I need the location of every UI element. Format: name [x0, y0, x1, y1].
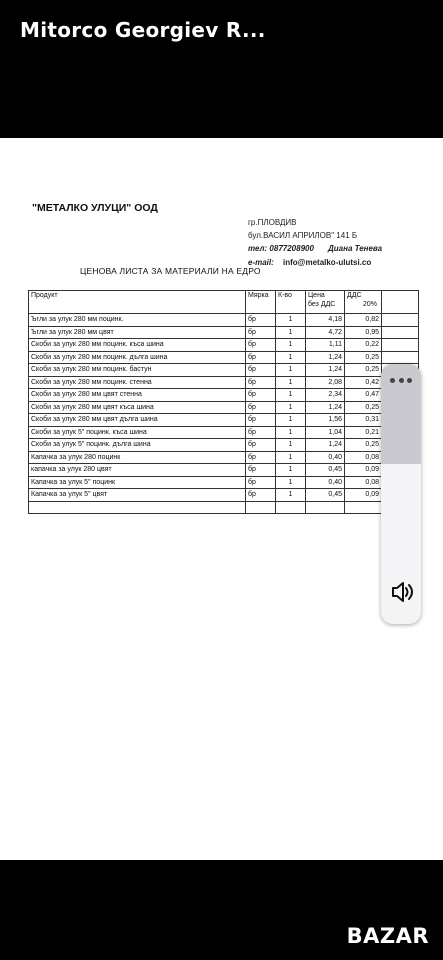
cell-name: Капачка за улук 5" поцинк [29, 476, 246, 489]
cell-price: 1,24 [306, 401, 345, 414]
cell-vat: 0,09 [345, 464, 382, 477]
cell-price: 4,72 [306, 326, 345, 339]
cell-vat [345, 501, 382, 514]
cell-vat: 0,22 [345, 339, 382, 352]
cell-qty: 1 [276, 464, 306, 477]
cell-unit: бр [246, 451, 276, 464]
cell-vat: 0,82 [345, 314, 382, 327]
cell-price: 1,11 [306, 339, 345, 352]
cell-unit: бр [246, 389, 276, 402]
city: гр.ПЛОВДИВ [248, 218, 297, 227]
cell-qty: 1 [276, 414, 306, 427]
cell-vat: 0,25 [345, 439, 382, 452]
price-table [28, 290, 419, 514]
col-product-label: Продукт [31, 292, 58, 299]
more-dots-icon[interactable] [390, 378, 412, 383]
cell-unit: бр [246, 464, 276, 477]
cell-total [382, 339, 419, 352]
company-name: "МЕТАЛКО УЛУЦИ" ООД [32, 202, 158, 214]
cell-unit: бр [246, 426, 276, 439]
address: бул.ВАСИЛ АПРИЛОВ" 141 Б [248, 231, 358, 240]
cell-total [382, 326, 419, 339]
email-label: e-mail: [248, 258, 274, 267]
col-price-sub: без ДДС [308, 301, 336, 308]
cell-vat: 0,08 [345, 476, 382, 489]
cell-qty: 1 [276, 389, 306, 402]
col-qty [276, 291, 306, 314]
cell-unit: бр [246, 314, 276, 327]
table-row [29, 501, 419, 514]
cell-vat: 0,25 [345, 351, 382, 364]
cell-total [382, 314, 419, 327]
cell-price: 0,40 [306, 476, 345, 489]
cell-name [29, 501, 246, 514]
table-row [29, 426, 419, 439]
cell-unit: бр [246, 401, 276, 414]
cell-vat: 0,42 [345, 376, 382, 389]
cell-price: 2,34 [306, 389, 345, 402]
cell-vat: 0,08 [345, 451, 382, 464]
document-image [0, 138, 443, 860]
cell-unit: бр [246, 339, 276, 352]
cell-name: капачка за улук 280 цвят [29, 464, 246, 477]
col-price-label: Цена [308, 292, 325, 299]
col-qty-label: К-во [278, 292, 292, 299]
cell-name: Скоби за улук 280 мм поцинк. бастун [29, 364, 246, 377]
contact-name: Диана Тенева [328, 244, 383, 253]
col-unit-label: Мярка [248, 292, 269, 299]
cell-qty: 1 [276, 351, 306, 364]
cell-price: 1,24 [306, 351, 345, 364]
cell-qty: 1 [276, 326, 306, 339]
cell-qty: 1 [276, 439, 306, 452]
cell-name: Скоби за улук 280 мм поцинк. къса шина [29, 339, 246, 352]
table-row [29, 464, 419, 477]
col-vat-label: ДДС [347, 292, 362, 299]
cell-qty: 1 [276, 489, 306, 502]
table-row [29, 389, 419, 402]
cell-unit: бр [246, 376, 276, 389]
cell-unit [246, 501, 276, 514]
cell-unit: бр [246, 476, 276, 489]
top-bar [0, 0, 443, 137]
col-vat [345, 291, 382, 314]
table-row [29, 451, 419, 464]
bottom-bar [0, 860, 443, 960]
cell-qty: 1 [276, 426, 306, 439]
table-row [29, 401, 419, 414]
cell-unit: бр [246, 414, 276, 427]
cell-vat: 0,95 [345, 326, 382, 339]
table-row [29, 351, 419, 364]
cell-qty: 1 [276, 376, 306, 389]
cell-unit: бр [246, 439, 276, 452]
cell-price: 4,18 [306, 314, 345, 327]
cell-price: 1,56 [306, 414, 345, 427]
col-unit [246, 291, 276, 314]
cell-unit: бр [246, 489, 276, 502]
cell-name: Скоби за улук 280 мм поцинк. дълга шина [29, 351, 246, 364]
table-row [29, 364, 419, 377]
cell-price: 1,24 [306, 364, 345, 377]
cell-vat: 0,47 [345, 389, 382, 402]
table-row [29, 414, 419, 427]
cell-unit: бр [246, 326, 276, 339]
cell-qty: 1 [276, 314, 306, 327]
table-row [29, 339, 419, 352]
table-row [29, 314, 419, 327]
cell-vat: 0,25 [345, 364, 382, 377]
col-vat-sub: 20% [363, 301, 378, 308]
col-product [29, 291, 246, 314]
cell-name: Ъгли за улук 280 мм поцинк. [29, 314, 246, 327]
table-row [29, 326, 419, 339]
cell-vat: 0,25 [345, 401, 382, 414]
cell-price: 2,08 [306, 376, 345, 389]
cell-price: 0,40 [306, 451, 345, 464]
cell-qty: 1 [276, 364, 306, 377]
table-row [29, 439, 419, 452]
cell-price: 0,45 [306, 489, 345, 502]
table-row [29, 376, 419, 389]
cell-vat: 0,09 [345, 489, 382, 502]
bazar-logo: BAZAR [346, 924, 429, 948]
cell-unit: бр [246, 364, 276, 377]
table-header-row [29, 291, 419, 314]
cell-vat: 0,31 [345, 414, 382, 427]
cell-name: Скоби за улук 280 мм цвят стенна [29, 389, 246, 402]
speaker-icon[interactable] [387, 578, 415, 606]
cell-qty: 1 [276, 401, 306, 414]
phone: тел: 0877208900 [248, 244, 314, 253]
cell-qty: 1 [276, 451, 306, 464]
price-list-heading: ЦЕНОВА ЛИСТА ЗА МАТЕРИАЛИ НА ЕДРО [80, 266, 261, 276]
cell-vat: 0,21 [345, 426, 382, 439]
cell-name: Капачка за улук 5" цвят [29, 489, 246, 502]
cell-name: Скоби за улук 280 мм цвят къса шина [29, 401, 246, 414]
cell-name: Ъгли за улук 280 мм цвят [29, 326, 246, 339]
col-total [382, 291, 419, 314]
cell-price: 1,24 [306, 439, 345, 452]
email: info@metalko-ulutsi.co [283, 258, 372, 267]
overlay-header [381, 364, 421, 464]
table-row [29, 489, 419, 502]
cell-name: Скоби за улук 280 мм цвят дълга шина [29, 414, 246, 427]
cell-price: 0,45 [306, 464, 345, 477]
cell-name: Скоби за улук 5" поцинк. къса шина [29, 426, 246, 439]
cell-qty: 1 [276, 339, 306, 352]
cell-price [306, 501, 345, 514]
cell-name: Скоби за улук 280 мм поцинк. стенна [29, 376, 246, 389]
cell-total [382, 351, 419, 364]
cell-name: Капачка за улук 280 поцинк [29, 451, 246, 464]
cell-price: 1,04 [306, 426, 345, 439]
media-overlay-panel[interactable] [381, 364, 421, 624]
col-price [306, 291, 345, 314]
listing-title: Mitorco Georgiev R... [20, 18, 266, 42]
cell-qty [276, 501, 306, 514]
cell-unit: бр [246, 351, 276, 364]
table-row [29, 476, 419, 489]
cell-name: Скоби за улук 5" поцинк. дълга шина [29, 439, 246, 452]
cell-qty: 1 [276, 476, 306, 489]
